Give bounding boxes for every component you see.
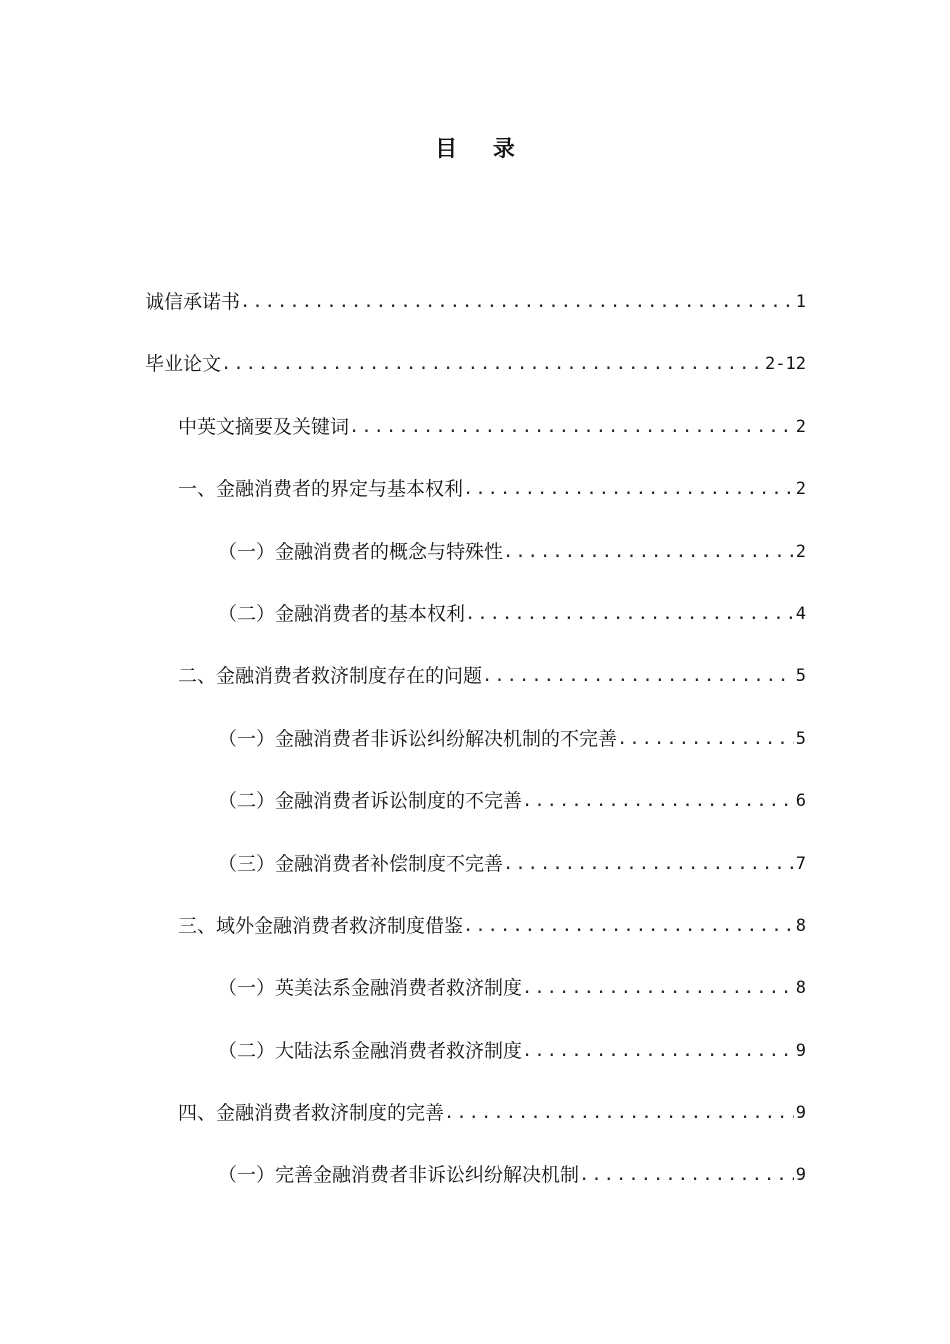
toc-dot-leader bbox=[503, 534, 794, 570]
toc-entry bbox=[0, 534, 950, 596]
toc-entry-label: （一）金融消费者非诉讼纠纷解决机制的不完善 bbox=[218, 727, 618, 750]
toc-entry-label: 毕业论文 bbox=[145, 353, 222, 376]
toc-entry bbox=[0, 1033, 950, 1095]
toc-dot-leader bbox=[522, 783, 794, 819]
toc-dot-leader bbox=[349, 409, 794, 445]
toc-dot-leader bbox=[617, 721, 794, 757]
toc-title: 目 录 bbox=[435, 137, 529, 162]
toc-entry bbox=[0, 658, 950, 720]
toc-dot-leader bbox=[503, 846, 794, 882]
toc-entry-page: 2 bbox=[795, 479, 806, 500]
toc-entry-label: 诚信承诺书 bbox=[145, 291, 241, 313]
toc-entry-label: 三、域外金融消费者救济制度借鉴 bbox=[178, 914, 464, 937]
toc-entry bbox=[0, 783, 950, 845]
toc-dot-leader bbox=[444, 1095, 794, 1131]
toc-entry-page: 6 bbox=[795, 791, 806, 812]
toc-entry-label: （二）大陆法系金融消费者救济制度 bbox=[218, 1039, 523, 1062]
toc-entry-page: 4 bbox=[795, 603, 806, 624]
toc-entry-page: 5 bbox=[795, 728, 806, 749]
toc-entry bbox=[0, 908, 950, 970]
toc-dot-leader bbox=[463, 471, 794, 507]
toc-entry bbox=[0, 846, 950, 908]
toc-entry-page: 2 bbox=[795, 416, 806, 437]
toc-entry-label: （一）金融消费者的概念与特殊性 bbox=[218, 540, 504, 563]
toc-entry bbox=[0, 970, 950, 1032]
toc-entry-label: 四、金融消费者救济制度的完善 bbox=[178, 1102, 445, 1125]
toc-entry-label: （二）金融消费者的基本权利 bbox=[218, 602, 466, 625]
toc-entry bbox=[0, 596, 950, 658]
toc-entry-page: 9 bbox=[795, 1165, 806, 1186]
table-of-contents bbox=[0, 284, 950, 1220]
toc-dot-leader bbox=[240, 284, 794, 320]
toc-entry-page: 7 bbox=[795, 853, 806, 874]
toc-entry bbox=[0, 284, 950, 346]
toc-entry bbox=[0, 409, 950, 471]
toc-entry-label: （一）英美法系金融消费者救济制度 bbox=[218, 977, 523, 1000]
toc-dot-leader bbox=[463, 908, 794, 944]
toc-entry-page: 8 bbox=[795, 978, 806, 999]
toc-entry-page: 9 bbox=[795, 1040, 806, 1061]
toc-entry-page: 5 bbox=[795, 666, 806, 687]
toc-entry-page: 2-12 bbox=[765, 354, 806, 375]
toc-entry-label: 二、金融消费者救济制度存在的问题 bbox=[178, 665, 483, 688]
toc-dot-leader bbox=[522, 1033, 794, 1069]
toc-dot-leader bbox=[522, 970, 794, 1006]
toc-dot-leader bbox=[465, 596, 794, 632]
toc-entry-label: 中英文摘要及关键词 bbox=[178, 415, 350, 438]
toc-dot-leader bbox=[221, 346, 763, 382]
toc-entry-page: 8 bbox=[795, 915, 806, 936]
toc-dot-leader bbox=[579, 1157, 794, 1193]
toc-entry-label: 一、金融消费者的界定与基本权利 bbox=[178, 478, 464, 501]
toc-entry bbox=[0, 346, 950, 408]
toc-entry-label: （一）完善金融消费者非诉讼纠纷解决机制 bbox=[218, 1164, 580, 1187]
toc-entry bbox=[0, 721, 950, 783]
toc-entry bbox=[0, 1157, 950, 1219]
toc-entry-label: （三）金融消费者补偿制度不完善 bbox=[218, 852, 504, 875]
toc-entry-page: 2 bbox=[795, 541, 806, 562]
toc-entry bbox=[0, 1095, 950, 1157]
toc-entry bbox=[0, 471, 950, 533]
toc-entry-label: （二）金融消费者诉讼制度的不完善 bbox=[218, 790, 523, 813]
toc-entry-page: 9 bbox=[795, 1103, 806, 1124]
toc-dot-leader bbox=[482, 658, 794, 694]
toc-entry-page: 1 bbox=[795, 292, 806, 312]
